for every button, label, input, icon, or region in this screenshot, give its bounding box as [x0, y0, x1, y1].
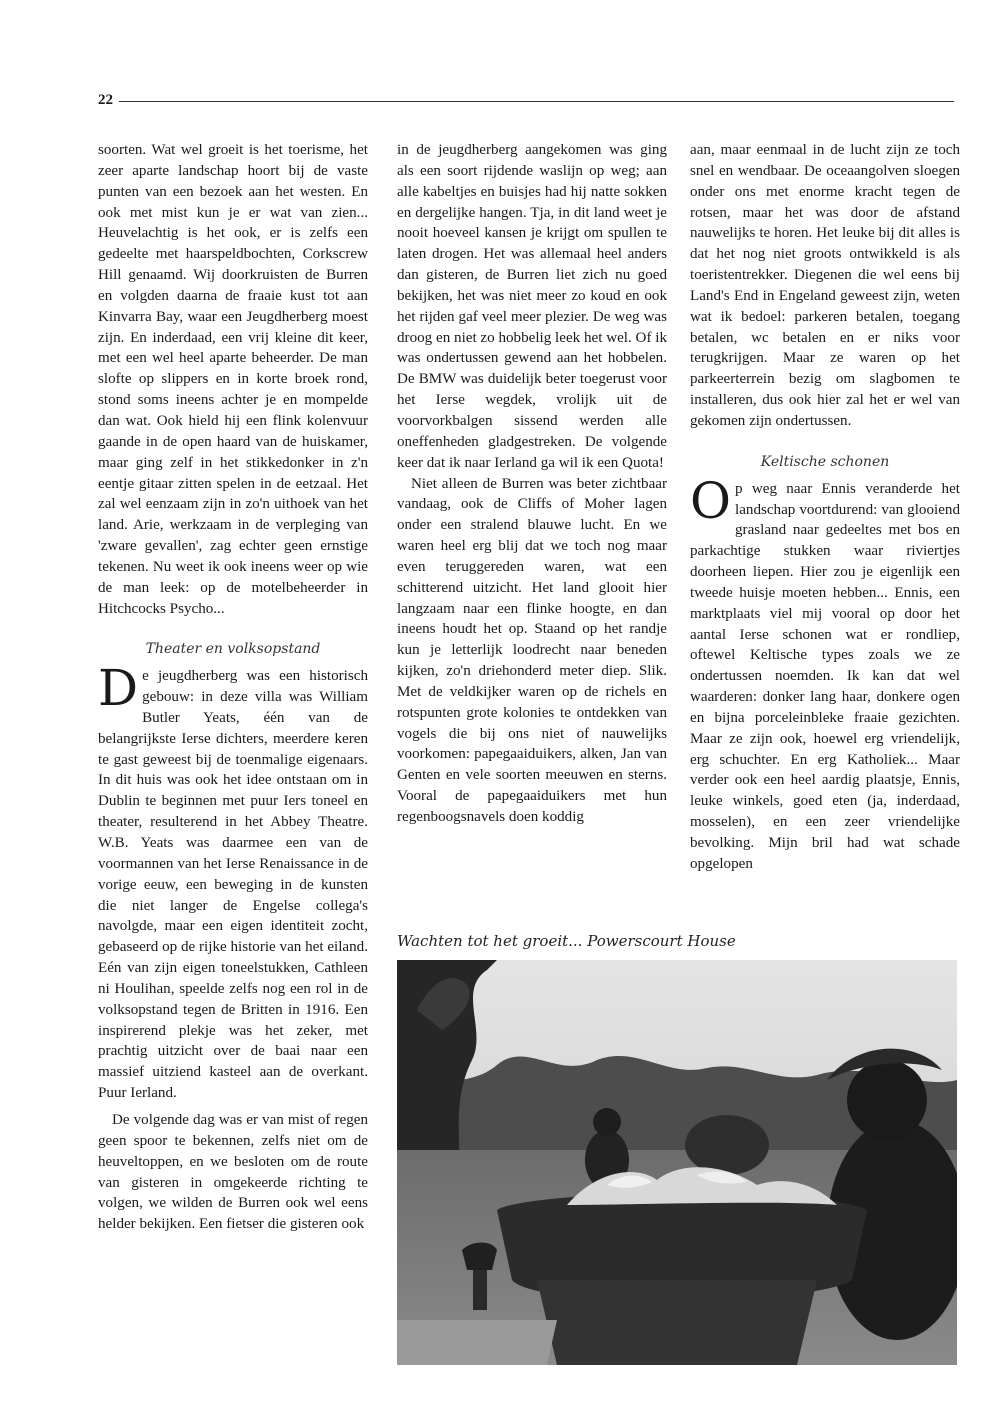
paragraph: Niet alleen de Burren was beter zichtbaar vandaag, ook de Cliffs of Moher lagen onder een stralend blauwe lucht. En we waren heel erg blij dat we toch nog maar even teruggereden waren, wat een schitterend uitzicht. Het land glooit hier langzaam naar een flinke hoogte, en dan ineens houdt het op. Staand op het randje kun je letterlijk loodrecht naar beneden kijken, zo'n driehonderd meter diep. Slik. Met de veldkijker waren op de richels en rotspunten grote kolonies te ontdekken van vogels die bij ons niet of nauwelijks voorkomen: papegaaiduikers, alken, Jan van Genten en vele soorten meeuwen en sterns. Vooral de papegaaiduikers met hun regenboogsnavels doen koddig: [397, 475, 667, 825]
paragraph-text: e jeugdherberg was een historisch gebouw: in deze villa was William Butler Yeats, één van de belangrijkste Ierse dichters, meerdere keren te gast geweest bij de toenmalige eigenaars. In dit huis was ook het idee ontstaan om in Dublin te beginnen met puur Iers toneel en theater, resulterend in het Abbey Theatre. W.B. Yeats was daarmee een van de voormannen van het Ierse Renaissance in de vorige eeuw, een beweging in de kunsten die niet langer de Engelse collega's navolgde, maar een eigen identiteit zocht, gebaseerd op de rijke historie van het eiland. Eén van zijn eigen toneelstukken, Cathleen ni Houlihan, speelde zelfs nog een rol in de volksopstand tegen de Britten in 1916. Een inspirerend plekje was het zeker, met prachtig uitzicht over de baai naar een massief uitziend kasteel aan de overkant. Puur Ierland.: [98, 668, 368, 1102]
paragraph: De volgende dag was er van mist of regen geen spoor te bekennen, zelfs niet om de heuveltoppen, en we besloten om de route van gisteren in omgekeerde richting te volgen, we wilden de Burren ook wel eens helder bekijken. Een fietser die gisteren ook: [98, 1111, 368, 1233]
page-header: [98, 90, 954, 110]
photo-powerscourt-garden: [397, 960, 957, 1365]
photo-caption: Wachten tot het groeit... Powerscourt House: [397, 932, 736, 950]
paragraph-text: p weg naar Ennis veranderde het landschap voortdurend: van glooiend grasland naar gedeeltes met bos en parkachtige stukken waar riviertjes doorheen liepen. Hier zou je eigenlijk een tweede huisje moeten hebben... Ennis, een marktplaats viel mij vooral op door het aantal Ierse schonen wat er rondliep, oftewel Keltische types zoals we ze ondertussen noemden. Ik kan dat wel waarderen: donker lang haar, donkere ogen en bijna porceleinbleke fraaie gezichten. Maar ze zijn ook, hoewel erg vriendelijk, erg schuchter. En erg Katholiek... Maar verder ook een heel aardig plaatsje, Ennis, leuke winkels, goed eten (ja, inderdaad, mosselen), en een zeer vriendelijke bevolking. Mijn bril had wat schade opgelopen: [690, 480, 960, 872]
section-heading: Theater en volksopstand: [145, 641, 321, 658]
paragraph: soorten. Wat wel groeit is het toerisme, het zeer aparte landschap hoort bij de vaste punten van een bezoek aan het westen. En ook met mist kun je er wat van zien... Heuvelachtig is het ook, er is zelfs een gedeelte met haarspeldbochten, Corkscrew Hill genaamd. Wij doorkruisten de Burren en volgden daarna de fraaie kust tot aan Kinvarra Bay, waar een Jeugdherberg moest zijn. En inderdaad, een vrij kleine dit keer, met een wel heel aparte beheerder. De man slofte op slippers en in korte broek rond, stond soms ineens achter je en mompelde dan wat. Ook hield hij een flink kolenvuur gaande in de open haard van de huiskamer, maar ging zelf in het stikkedonker in z'n eentje gitaar zitten spelen in de eetzaal. Het zal wel eenzaam zijn in zo'n uithoek van het land. Arie, werkzaam in de verpleging van 'zware gevallen', zag echter geen ernstige tekenen. Nu weet ik ook ineens weer op wie de man leek: op de motelbeheerder in Hitchcocks Psycho...: [98, 142, 368, 617]
paragraph: [98, 659, 368, 1104]
text-column-1: [98, 140, 368, 1235]
text-column-2: [397, 140, 667, 828]
header-rule: [119, 101, 954, 102]
page-number: 22: [98, 91, 113, 108]
drop-cap: O: [690, 471, 731, 530]
paragraph: aan, maar eenmaal in de lucht zijn ze toch snel en wendbaar. De oceaangolven sloegen onder ons met enorme kracht tegen de rotsen, maar het was door de afstand nauwelijks te horen. Het leuke bij dit alles is dat het nog niet groots ontwikkeld is als toeristentrekker. Diegenen die wel eens bij Land's End in Engeland geweest zijn, weten wat ik bedoel: parkeren betalen, toegang betalen, wc betalen en er niks voor terugkrijgen. Maar ze waren op het parkeerterrein bezig om slagbomen te installeren, dus ook hier zal het er wel van gekomen zijn ondertussen.: [690, 142, 960, 429]
section-heading: Keltische schonen: [760, 453, 890, 470]
photo-illustration: [397, 960, 957, 1365]
text-column-3: [690, 140, 960, 875]
paragraph: in de jeugdherberg aangekomen was ging als een soort rijdende waslijn op weg; aan alle kabeltjes en buisjes had hij natte sokken en dergelijke hangen. Tja, in dit land weet je nooit hoeveel kansen je krijgt om spullen te laten drogen. Het was allemaal heel anders dan gisteren, de Burren liet zich nu goed bekijken, het was niet meer zo koud en ook het rijden gaf veel meer plezier. De weg was droog en niet zo hobbelig leek het wel. Of ik was ondertussen gewend aan het hobbelen. De BMW was duidelijk beter toegerust voor het Ierse wegdek, vrolijk uit de voorvorkbalgen sissend werden alle oneffenheden gladgestreken. De volgende keer dat ik naar Ierland ga wil ik een Quota!: [397, 142, 667, 471]
paragraph: [690, 471, 960, 875]
drop-cap: D: [98, 659, 139, 718]
